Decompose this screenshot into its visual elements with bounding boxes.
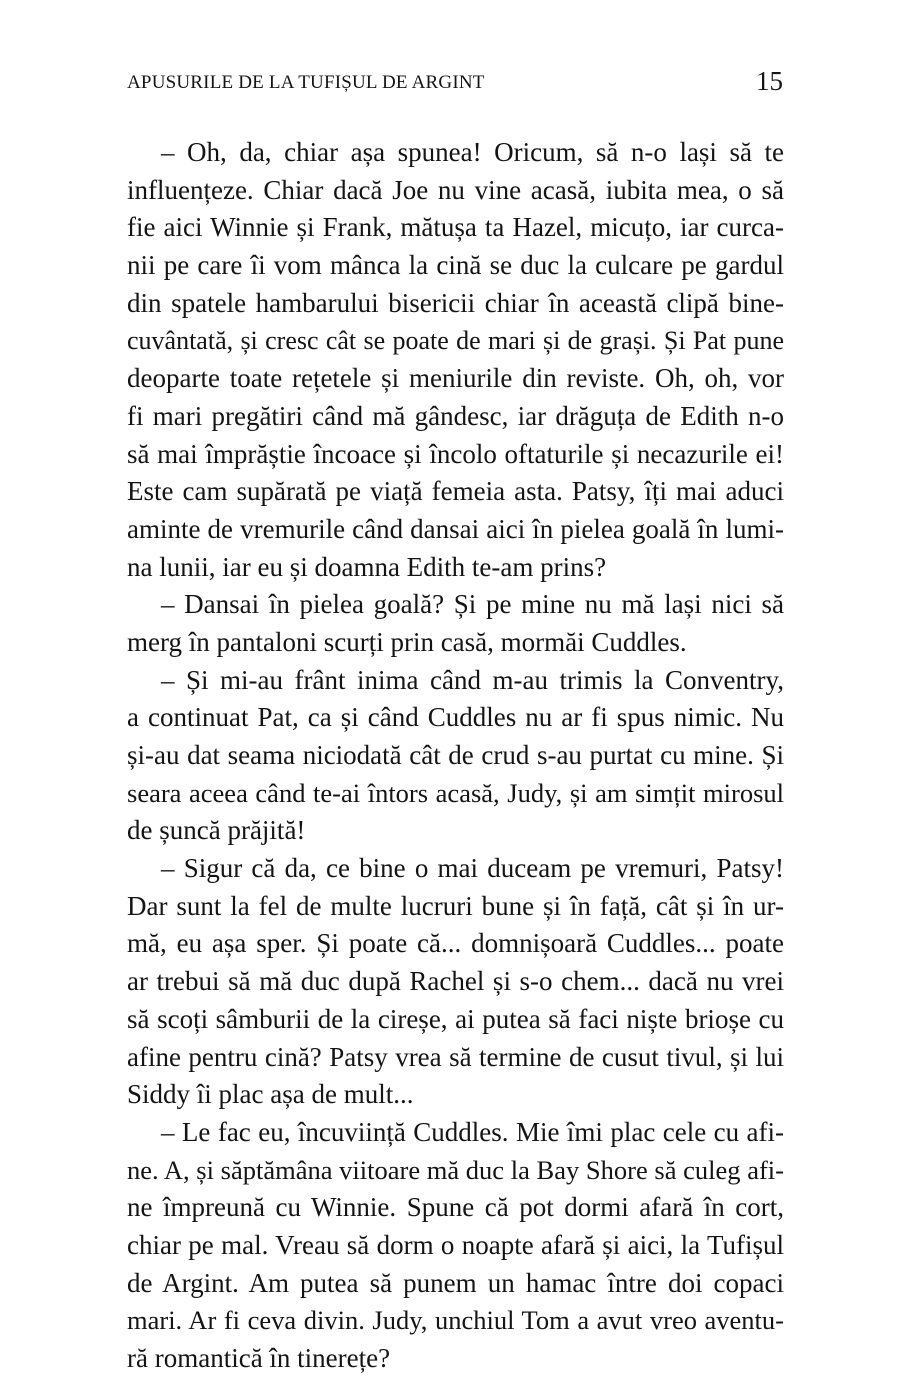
text-line: – Oh, da, chiar așa spunea! Oricum, să n-o lași să te bbox=[161, 137, 784, 167]
text-line: mă, eu așa sper. Și poate că... domnișoară Cuddles... poate bbox=[127, 928, 784, 959]
text-line: chiar pe mal. Vreau să dorm o noapte afară și aici, la Tufișul bbox=[127, 1229, 784, 1260]
text-line: afine pentru cină? Patsy vrea să termine de cusut tivul, și lui bbox=[127, 1041, 784, 1072]
text-line: merg în pantaloni scurți prin casă, mormăi Cuddles. bbox=[127, 626, 687, 657]
text-line: – Le fac eu, încuviință Cuddles. Mie îmi plac cele cu afi- bbox=[161, 1116, 784, 1147]
text-line: ne. A, și săptămâna viitoare mă duc la Bay Shore să culeg afi- bbox=[127, 1154, 784, 1185]
text-line: ar trebui să mă duc după Rachel și s-o chem... dacă nu vrei bbox=[127, 966, 784, 997]
text-line: de șuncă prăjită! bbox=[127, 815, 306, 846]
text-line: mari. Ar fi ceva divin. Judy, unchiul Tom a avut vreo aventu- bbox=[127, 1305, 784, 1336]
text-line: nii pe care îi vom mânca la cină se duc la culcare pe gardul bbox=[127, 250, 784, 281]
text-line: ne împreună cu Winnie. Spune că pot dormi afară în cort, bbox=[127, 1192, 784, 1223]
text-line: fie aici Winnie și Frank, mătușa ta Hazel, micuțo, iar curca- bbox=[127, 212, 784, 243]
text-line: Dar sunt la fel de multe lucruri bune și în față, cât și în ur- bbox=[127, 890, 784, 921]
body-text bbox=[127, 134, 784, 1378]
text-line: – Dansai în pielea goală? Și pe mine nu mă lași nici să bbox=[161, 589, 784, 620]
text-line: seara aceea când te-ai întors acasă, Judy, și am simțit mirosul bbox=[127, 777, 784, 808]
text-line: aminte de vremurile când dansai aici în pielea goală în lumi- bbox=[127, 513, 784, 544]
text-line: și-au dat seama niciodată cât de crud s-au purtat cu mine. Și bbox=[127, 740, 784, 770]
text-line: deoparte toate rețetele și meniurile din reviste. Oh, oh, vor bbox=[127, 363, 784, 394]
text-line: – Și mi-au frânt inima când m-au trimis la Conventry, bbox=[161, 664, 784, 695]
text-line: de Argint. Am putea să punem un hamac între doi copaci bbox=[127, 1267, 784, 1298]
text-line: Siddy îi plac așa de mult... bbox=[127, 1079, 414, 1110]
text-line: influențeze. Chiar dacă Joe nu vine acasă, iubita mea, o să bbox=[127, 174, 784, 205]
running-head-title: APUSURILE DE LA TUFIȘUL DE ARGINT bbox=[127, 72, 485, 93]
text-line: să scoți sâmburii de la cireșe, ai putea să faci niște brioșe cu bbox=[127, 1003, 784, 1034]
text-line: a continuat Pat, ca și când Cuddles nu ar fi spus nimic. Nu bbox=[127, 702, 784, 733]
page-number: 15 bbox=[756, 66, 783, 96]
text-line: ră romantică în tinerețe? bbox=[127, 1343, 391, 1373]
text-line: cuvântată, și cresc cât se poate de mari și de grași. Și Pat pune bbox=[127, 326, 784, 356]
text-line: fi mari pregătiri când mă gândesc, iar drăguța de Edith n-o bbox=[127, 400, 784, 431]
text-line: să mai împrăștie încoace și încolo oftaturile și necazurile ei! bbox=[127, 438, 784, 469]
text-line: na lunii, iar eu și doamna Edith te-am prins? bbox=[127, 551, 607, 582]
text-line: din spatele hambarului bisericii chiar în această clipă bine- bbox=[127, 287, 784, 318]
text-line: Este cam supărată pe viață femeia asta. Patsy, îți mai aduci bbox=[127, 476, 784, 507]
text-line: – Sigur că da, ce bine o mai duceam pe vremuri, Patsy! bbox=[161, 853, 784, 884]
